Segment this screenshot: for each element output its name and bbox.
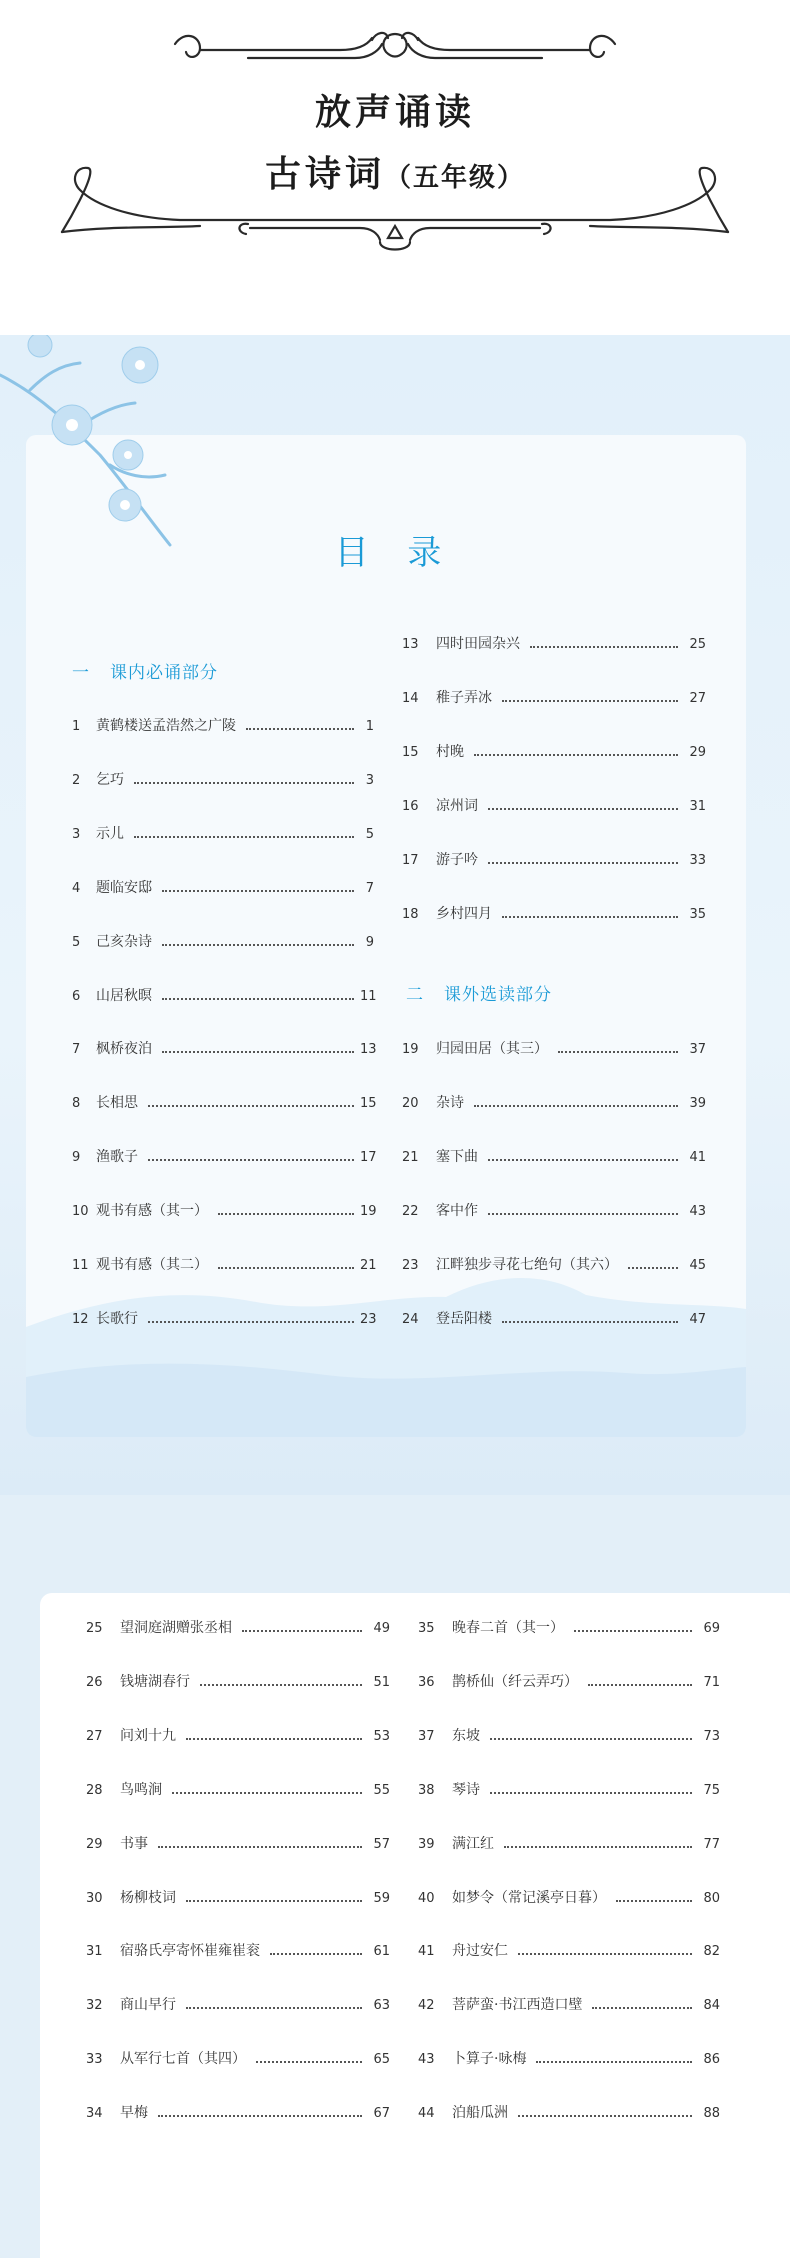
toc-entry-title: 问刘十九 [120,1727,176,1744]
toc-entry-number: 39 [418,1836,435,1852]
toc-entry-number: 20 [402,1095,419,1111]
toc-entry-title: 琴诗 [452,1781,480,1798]
toc-entry[interactable] [72,877,374,899]
toc-entry-number: 34 [86,2106,103,2122]
toc-entry-title: 题临安邸 [96,879,152,896]
toc-entry[interactable] [418,1887,720,1909]
book-header [0,0,790,330]
toc-entry-page: 73 [703,1728,720,1744]
toc-entry-page: 71 [703,1674,720,1690]
toc-entry-title: 杨柳枝词 [120,1889,176,1906]
toc-entry-title: 示儿 [96,825,124,842]
toc-entry-page: 23 [360,1311,377,1327]
toc-entry-title: 满江红 [452,1835,494,1852]
toc-entry-page: 57 [373,1836,390,1852]
toc-entry-title: 长歌行 [96,1310,138,1327]
toc-leader-dots [536,2061,692,2063]
toc-entry-page: 27 [689,690,706,706]
toc-entry-number: 23 [402,1257,419,1273]
toc-entry[interactable] [86,2048,390,2070]
toc-leader-dots [148,1159,354,1161]
toc-entry-page: 88 [703,2106,720,2122]
toc-entry-number: 25 [86,1621,103,1636]
toc-leader-dots [474,1105,678,1107]
toc-leader-dots [186,1900,362,1902]
toc-entry-page: 53 [373,1728,390,1744]
toc-entry[interactable] [72,1092,377,1114]
toc-entry-title: 乞巧 [96,771,124,788]
toc-entry-number: 44 [418,2106,435,2122]
toc-entry-number: 36 [418,1674,435,1690]
toc-leader-dots [148,1105,354,1107]
toc-entry-page: 77 [703,1836,720,1852]
toc-entry[interactable] [418,1833,720,1855]
toc-entry-page: 21 [360,1258,377,1273]
toc-leader-dots [488,862,678,864]
toc-entry-title: 钱塘湖春行 [120,1673,190,1690]
toc-entry[interactable] [72,1200,377,1222]
toc-entry-title: 菩萨蛮·书江西造口壁 [452,1997,583,2014]
book-title-main: 古诗词 [264,153,385,195]
toc-leader-dots [134,836,354,838]
toc-entry[interactable] [418,1617,720,1639]
toc-leader-dots [502,916,678,918]
toc-entry[interactable] [402,633,706,655]
toc-entry-number: 24 [402,1311,419,1327]
toc-leader-dots [186,1738,362,1740]
toc-entry-number: 33 [86,2052,103,2068]
toc-entry-page: 43 [689,1203,706,1219]
toc-entry-title: 客中作 [436,1202,478,1219]
toc-leader-dots [162,998,354,1000]
toc-entry-title: 宿骆氏亭寄怀崔雍崔衮 [120,1943,260,1960]
toc-entry-page: 51 [373,1674,390,1690]
toc-entry-page: 84 [703,1998,720,2014]
toc-leader-dots [588,1684,692,1686]
toc-entry[interactable] [402,1254,706,1276]
part2-heading [406,980,552,1005]
toc-entry-number: 12 [72,1311,89,1327]
toc-entry-number: 28 [86,1782,103,1798]
toc-leader-dots [172,1792,362,1794]
toc-entry-number: 22 [402,1203,419,1219]
toc-entry-number: 41 [418,1944,435,1960]
toc-entry-page: 65 [373,2052,390,2068]
toc-entry-title: 望洞庭湖赠张丞相 [120,1620,232,1636]
toc-entry-number: 27 [86,1728,103,1744]
toc-leader-dots [616,1900,692,1902]
toc-entry-title: 舟过安仁 [452,1943,508,1960]
toc-entry[interactable] [402,795,706,817]
toc-entry-page: 47 [689,1311,706,1327]
toc-entry[interactable] [402,849,706,871]
toc-leader-dots [158,2115,362,2117]
toc-entry[interactable] [72,1038,377,1060]
toc-leader-dots [518,2115,692,2117]
toc-entry[interactable] [402,741,706,763]
part1-number: 一 [72,663,90,683]
toc-entry-number: 19 [402,1042,419,1057]
toc-entry-title: 长相思 [96,1095,138,1112]
toc-entry-page: 1 [365,719,374,734]
toc-entry-page: 35 [689,906,706,922]
toc-entry-number: 38 [418,1782,435,1798]
toc-entry[interactable] [418,1940,720,1962]
toc-entry-title: 凉州词 [436,797,478,814]
toc-entry-title: 商山早行 [120,1997,176,2014]
toc-entry-title: 枫桥夜泊 [96,1041,152,1058]
toc-leader-dots [186,2007,362,2009]
toc-entry-title: 卜算子·咏梅 [452,2051,527,2068]
toc-leader-dots [558,1051,678,1053]
toc-entry[interactable] [418,1994,720,2016]
toc-leader-dots [218,1213,354,1215]
toc-entry-number: 15 [402,744,419,760]
toc-entry[interactable] [86,1617,390,1639]
toc-leader-dots [162,1051,354,1053]
toc-entry-title: 鹊桥仙（纤云弄巧） [452,1673,578,1690]
part1-heading [72,658,218,683]
toc-entry-title: 黄鹤楼送孟浩然之广陵 [96,718,236,734]
toc-leader-dots [502,1321,678,1323]
toc-entry-page: 37 [689,1042,706,1057]
grade-label: （五年级） [385,163,526,193]
toc-entry-title: 观书有感（其二） [96,1257,208,1273]
toc-leader-dots [574,1630,692,1632]
toc-entry[interactable] [86,1833,390,1855]
toc-entry[interactable] [86,1779,390,1801]
toc-entry-title: 如梦令（常记溪亭日暮） [452,1889,606,1906]
toc-leader-dots [134,782,354,784]
toc-entry-number: 4 [72,880,81,896]
toc-entry-title: 杂诗 [436,1094,464,1111]
toc-entry-number: 17 [402,852,419,868]
toc-entry-page: 59 [373,1890,390,1906]
toc-entry-title: 早梅 [120,2105,148,2122]
toc-entry-number: 43 [418,2052,435,2068]
toc-entry[interactable] [72,985,377,1007]
part1-label: 课内必诵部分 [110,663,218,683]
toc-entry[interactable] [86,1671,390,1693]
toc-leader-dots [530,646,678,648]
toc-leader-dots [242,1630,362,1632]
toc-entry-page: 13 [360,1042,377,1058]
toc-entry-page: 5 [365,826,374,842]
toc-entry-page: 39 [689,1095,706,1111]
toc-entry-number: 10 [72,1204,89,1220]
book-title-line2 [0,146,790,197]
toc-entry[interactable] [72,1254,377,1276]
toc-entry-number: 18 [402,906,419,922]
toc-entry[interactable] [86,1994,390,2016]
toc-entry[interactable] [402,687,706,709]
toc-entry-page: 11 [360,988,377,1004]
toc-entry-number: 8 [72,1096,81,1112]
toc-entry[interactable] [418,1779,720,1801]
toc-entry-page: 29 [689,744,706,760]
toc-entry-title: 晚春二首（其一） [452,1620,564,1636]
toc-entry-page: 45 [689,1257,706,1273]
toc-entry-page: 17 [360,1150,377,1166]
toc-entry-title: 乡村四月 [436,905,492,922]
toc-entry-number: 11 [72,1258,89,1273]
toc-entry-page: 67 [373,2106,390,2122]
toc-entry-title: 游子吟 [436,851,478,868]
toc-leader-dots [628,1267,678,1269]
toc-entry-title: 归园田居（其三） [436,1041,548,1057]
toc-entry-number: 7 [72,1042,81,1058]
toc-entry-number: 31 [86,1944,103,1960]
toc-entry-number: 37 [418,1728,435,1744]
toc-entry[interactable] [402,1092,706,1114]
toc-title: 目 录 [334,533,456,573]
toc-entry[interactable] [418,1671,720,1693]
toc-entry-page: 19 [360,1204,377,1220]
toc-page-2 [0,1495,790,2258]
toc-entry-number: 14 [402,690,419,706]
toc-leader-dots [158,1846,362,1848]
toc-entry[interactable] [418,2048,720,2070]
toc-entry-number: 9 [72,1150,81,1166]
toc-entry-page: 75 [703,1782,720,1798]
toc-entry-number: 2 [72,772,81,788]
toc-leader-dots [490,1792,692,1794]
toc-entry[interactable] [72,1146,377,1168]
toc-entry[interactable] [72,1308,377,1330]
toc-entry-title: 观书有感（其一） [96,1203,208,1220]
toc-entry-page: 3 [365,772,374,788]
toc-entry-number: 5 [72,934,81,950]
toc-leader-dots [502,700,678,702]
toc-entry[interactable] [402,1200,706,1222]
toc-leader-dots [488,808,678,810]
toc-entry-number: 13 [402,637,419,652]
toc-entry-number: 42 [418,1998,435,2014]
toc-entry[interactable] [86,1940,390,1962]
toc-entry-page: 7 [365,880,374,896]
toc-entry-title: 书事 [120,1835,148,1852]
toc-entry-page: 25 [689,637,706,652]
toc-entry-number: 30 [86,1890,103,1906]
toc-leader-dots [218,1267,354,1269]
toc-leader-dots [592,2007,692,2009]
toc-entry-title: 从军行七首（其四） [120,2051,246,2068]
toc-entry[interactable] [402,1146,706,1168]
toc-entry-page: 49 [373,1621,390,1636]
toc-leader-dots [148,1321,354,1323]
toc-entry-title: 稚子弄冰 [436,689,492,706]
toc-entry[interactable] [72,931,374,953]
toc-entry-page: 80 [703,1890,720,1906]
toc-entry-number: 40 [418,1890,435,1906]
toc-leader-dots [474,754,678,756]
toc-leader-dots [200,1684,362,1686]
toc-entry-number: 6 [72,988,81,1004]
toc-leader-dots [246,728,354,730]
toc-leader-dots [518,1953,692,1955]
toc-entry-title: 四时田园杂兴 [436,636,520,652]
toc-entry[interactable] [402,1038,706,1060]
toc-entry-number: 1 [72,719,81,734]
toc-entry-title: 鸟鸣涧 [120,1781,162,1798]
toc-leader-dots [490,1738,692,1740]
toc-entry-title: 东坡 [452,1727,480,1744]
toc-leader-dots [270,1953,362,1955]
part2-label: 课外选读部分 [444,985,552,1005]
toc-entry-title: 江畔独步寻花七绝句（其六） [436,1256,618,1273]
toc-entry-number: 29 [86,1836,103,1852]
toc-entry-page: 86 [703,2052,720,2068]
toc-entry[interactable] [86,1725,390,1747]
toc-entry-number: 35 [418,1621,435,1636]
toc-entry[interactable] [86,2102,390,2124]
toc-entry[interactable] [72,715,374,737]
toc-entry-title: 山居秋暝 [96,987,152,1004]
toc-entry-page: 63 [373,1998,390,2014]
toc-entry-page: 69 [703,1621,720,1636]
toc-entry[interactable] [418,2102,720,2124]
toc-entry[interactable] [72,769,374,791]
toc-entry-page: 82 [703,1944,720,1960]
toc-entry-title: 登岳阳楼 [436,1310,492,1327]
toc-entry-title: 村晚 [436,743,464,760]
toc-entry-page: 33 [689,852,706,868]
toc-entry-title: 塞下曲 [436,1148,478,1165]
toc-leader-dots [504,1846,692,1848]
toc-entry-number: 26 [86,1674,103,1690]
book-title-line1: 放声诵读 [314,91,475,133]
toc-leader-dots [162,890,354,892]
toc-entry[interactable] [86,1887,390,1909]
toc-leader-dots [256,2061,362,2063]
toc-entry-page: 41 [689,1149,706,1165]
toc-entry[interactable] [402,903,706,925]
toc-entry-page: 61 [373,1944,390,1960]
toc-leader-dots [162,944,354,946]
toc-entry-title: 泊船瓜洲 [452,2105,508,2122]
toc-entry-number: 3 [72,826,81,842]
toc-entry-title: 渔歌子 [96,1149,138,1166]
toc-entry[interactable] [72,823,374,845]
toc-entry[interactable] [418,1725,720,1747]
toc-entry-page: 9 [365,934,374,950]
toc-entry-page: 31 [689,798,706,814]
toc-entry-number: 21 [402,1149,419,1165]
toc-entry-number: 32 [86,1998,103,2014]
toc-entry-page: 55 [373,1782,390,1798]
toc-entry-number: 16 [402,798,419,814]
toc-entry[interactable] [402,1308,706,1330]
toc-entry-title: 己亥杂诗 [96,933,152,950]
toc-page-1 [0,335,790,1495]
toc-leader-dots [488,1159,678,1161]
toc-leader-dots [488,1213,678,1215]
toc-entry-page: 15 [360,1096,377,1112]
part2-number: 二 [406,985,424,1005]
